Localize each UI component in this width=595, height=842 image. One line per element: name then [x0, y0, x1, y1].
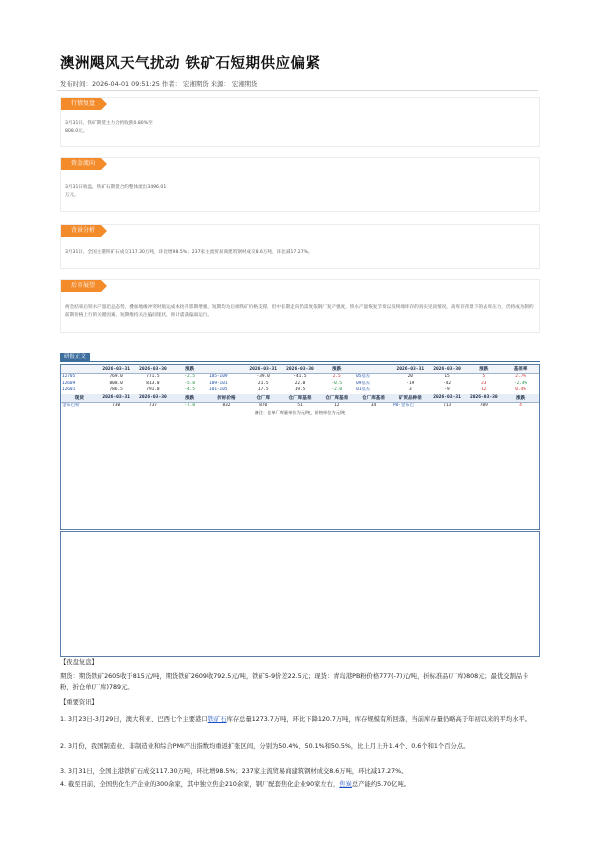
table-cell: 737	[148, 402, 157, 408]
table-cell: 12	[481, 387, 487, 392]
column-header: 2026-03-31	[98, 365, 135, 374]
box-tag: 后市展望	[61, 280, 101, 292]
table-header-row	[61, 365, 539, 374]
price-table-panel	[60, 364, 540, 530]
outlook-box	[60, 279, 540, 333]
box-tag: 资金流向	[61, 158, 101, 170]
section-underline	[60, 361, 540, 362]
column-header: 矿贸品种差	[392, 394, 429, 403]
table-cell: 870	[259, 402, 268, 408]
box-tag: 背景分析	[61, 225, 101, 237]
table-cell: 22.0	[294, 380, 306, 386]
box-text: 3月31日收盘，铁矿石期货合约整体流出3496.01 万元。	[65, 185, 167, 198]
column-header: 2026-03-30	[465, 394, 502, 403]
table-cell: 12	[334, 402, 340, 408]
table-cell: 34	[370, 402, 377, 408]
column-header: 2026-03-31	[392, 365, 429, 374]
table-cell: -42	[443, 380, 451, 386]
table-cell: 51	[297, 402, 303, 408]
column-header	[355, 365, 392, 374]
table-cell: 0.4%	[515, 387, 526, 392]
column-header: 仓厂库	[245, 394, 282, 403]
futures-spread-table	[61, 365, 539, 394]
news-text: 1. 3月23日-3月29日，澳大利亚、巴西七个主要港口	[60, 716, 208, 723]
column-header: 2026-03-30	[282, 365, 319, 374]
table-cell: -19	[406, 380, 415, 386]
table-cell: 813.0	[146, 380, 160, 386]
table-cell: I2705	[62, 374, 76, 379]
table-cell: 771.5	[146, 374, 160, 379]
table-cell: 791.0	[146, 387, 160, 392]
table-cell: 20	[407, 374, 413, 379]
column-header: 涨跌	[465, 365, 502, 374]
table-header-row	[61, 394, 539, 403]
table-cell: 5	[482, 374, 486, 379]
news-text: 总产能约5.70亿吨。	[351, 781, 411, 788]
column-header: 涨跌	[502, 394, 539, 403]
table-cell: -2.0	[331, 387, 343, 392]
box-text: 3月31日，铁矿期货主力合约收跌0.80%至 808.0元。	[65, 121, 153, 134]
background-box	[60, 224, 540, 269]
night-review-paragraph: 期货：期货铁矿2605收于815元/吨，期货铁矿2609收792.5元/吨，铁矿5-9价差22.5元；现货：青岛港PB粉价格777(-7)元/吨，折标准品(厂库)808元；最优交割品卡粉，折仓单(厂库)789元。	[60, 673, 529, 691]
table-cell: I01-I05	[209, 387, 228, 392]
table-cell: 769.0	[109, 374, 123, 379]
table-cell: I05-I09	[209, 374, 228, 379]
table-cell: PB-金布巴	[392, 402, 414, 408]
table-cell: 3	[408, 387, 412, 392]
column-header: 2026-03-30	[135, 365, 172, 374]
table-cell: 21.5	[257, 380, 269, 386]
table-cell: I2609	[62, 380, 76, 386]
table-cell: 713	[443, 402, 451, 408]
table-cell: 2.7%	[515, 374, 526, 379]
table-cell: -4.5	[184, 387, 195, 392]
news-item-3: 3. 3月31日，全国主港铁矿石成交117.30万吨，环比增98.5%；237家主流贸易商建筑钢材成交8.6万吨，环比减17.27%。	[60, 768, 408, 775]
article-meta: 发布时间：2026-04-01 09:51:25 作者： 宏湘期货 来源： 宏湘期货	[60, 80, 258, 88]
column-header: 2026-03-31	[98, 394, 135, 403]
divider	[57, 90, 538, 91]
page-title: 澳洲飓风天气扰动 铁矿石短期供应偏紧	[60, 56, 321, 72]
table-cell: -0.5	[331, 380, 343, 386]
column-header: 涨跌	[171, 394, 208, 403]
news-item-4	[60, 779, 538, 790]
table-cell: -41.5	[293, 374, 307, 379]
news-text: 4. 截至目前，全国焦化生产企业的300余家，其中独立焦企210余家，钢厂配套焦化企业90家左右，	[60, 781, 340, 788]
table-cell: 832	[222, 402, 231, 408]
table-cell: 05基差	[356, 374, 371, 379]
column-header: 涨跌	[318, 365, 355, 374]
section-label: 研报正文	[60, 353, 90, 362]
news-heading: 【重要资讯】	[60, 699, 98, 706]
spot-price-table	[61, 394, 539, 410]
table-cell: 808.0	[109, 380, 123, 386]
column-header: 仓厂库基差	[318, 394, 355, 403]
market-review-box	[60, 97, 540, 147]
box-text: 3月31日，全国主港铁矿石成交117.30万吨，环比增98.5%；237家主流贸易商建筑钢材成交8.6万吨，环比减17.27%。	[65, 250, 313, 255]
column-header: 2026-03-30	[429, 365, 466, 374]
table-cell: 15	[444, 374, 450, 379]
column-header	[61, 365, 98, 374]
table-cell: 786.5	[109, 387, 123, 392]
column-header: 2026-03-30	[135, 394, 172, 403]
table-cell: -9	[444, 387, 450, 392]
news-item-1	[60, 714, 538, 725]
table-cell: 730	[112, 402, 121, 408]
table-cell: -2.5	[184, 374, 195, 379]
table-cell: -2.4%	[513, 380, 528, 386]
column-header: 涨跌	[171, 365, 208, 374]
news-text: 库存总量1273.7万吨，环比下降120.7万吨，库存规模有所回落，当前库存量仍略高于年初以来的平均水平。	[226, 716, 532, 723]
table-cell: 4	[519, 402, 522, 408]
column-header	[208, 365, 245, 374]
coke-link[interactable]: 焦炭	[339, 781, 352, 788]
fundamentals-table-panel	[60, 531, 540, 657]
table-cell: -39.0	[256, 374, 270, 379]
table-cell: -5.0	[184, 380, 195, 386]
table-cell: 19.5	[294, 387, 306, 392]
table-cell: -7.0	[184, 402, 195, 408]
column-header: 2026-03-31	[245, 365, 282, 374]
table-cell: I2601	[62, 387, 76, 392]
table-row	[61, 402, 539, 409]
table-cell: 23	[481, 380, 487, 386]
column-header: 折标价格	[208, 394, 245, 403]
fund-flow-box	[60, 157, 540, 212]
table-cell: 09基差	[356, 380, 371, 386]
table-note: 备注：仓单厂库量单位为元/吨，价格单位为元/吨	[254, 410, 346, 415]
table-row	[61, 374, 539, 381]
box-tag: 行情复盘	[61, 98, 101, 110]
column-header: 仓厂库基差	[355, 394, 392, 403]
iron-ore-link[interactable]: 铁矿石	[207, 716, 227, 723]
night-review-heading: 【夜盘复盘】	[60, 659, 98, 666]
column-header: 2026-03-31	[429, 394, 466, 403]
table-cell: 17.5	[257, 387, 269, 392]
news-item-2: 2. 3月份，我国制造业、非制造业和综合PMI产出指数均重返扩张区间，分别为50.4%、50.1%和50.5%，比上月上升1.4个、0.6个和1个百分点。	[60, 743, 470, 750]
table-cell: 金布巴粉	[62, 402, 80, 408]
column-header: 仓厂库基差	[282, 394, 319, 403]
column-header: 基差率	[502, 365, 539, 374]
table-cell: 709	[479, 402, 488, 408]
table-cell: 2.5	[332, 374, 341, 379]
box-text: 两会结束后铁水产量迅总态势，叠加地缘冲突时航运成本抬升影期增强，短期均为后端铁矿价格支撑，但中长期走向仍需度依钢厂复产强度，铁水产量恢复节奏以及终端库存的真实见顶情况，高库存背景下的去库压力，仍将成为制约前期价格上行的关键因素，短期维持关注偏间迷状，预计震荡偏弱运行。	[65, 305, 534, 318]
table-cell: I09-I01	[209, 380, 228, 386]
table-cell: 01基差	[356, 387, 371, 392]
column-header: 现货	[61, 394, 98, 403]
